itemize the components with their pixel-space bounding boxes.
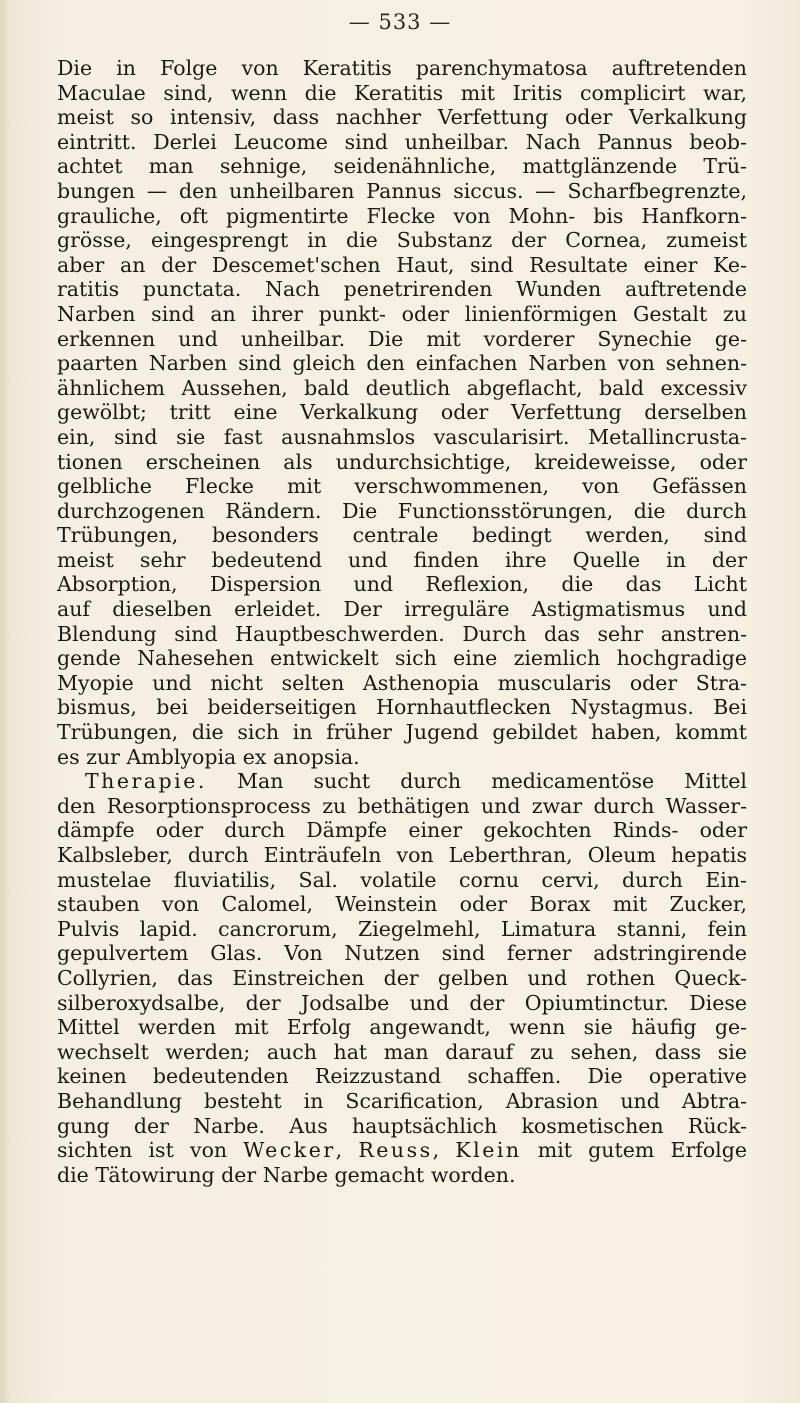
text-line: es zur Amblyopia ex anopsia. (57, 744, 360, 769)
text-fragment: , (335, 1138, 359, 1163)
text-line: paarten Narben sind gleich den einfachen Narben von sehnen- (57, 351, 747, 376)
text-line-authors (57, 1138, 747, 1163)
therapy-heading: Therapie. (85, 769, 207, 794)
text-line: gewölbt; tritt eine Verkalkung oder Verfettung derselben (57, 400, 747, 425)
text-fragment: sichten ist von (57, 1138, 244, 1163)
page-edge-shadow (0, 0, 10, 1403)
text-line: Myopie und nicht selten Asthenopia muscularis oder Stra- (57, 670, 747, 695)
text-line: Maculae sind, wenn die Keratitis mit Iritis complicirt war, (57, 80, 747, 105)
text-line: gepulvertem Glas. Von Nutzen sind ferner adstringirende (57, 941, 747, 966)
author-name-klein: Klein (455, 1138, 522, 1163)
text-line: mustelae fluviatilis, Sal. volatile cornu cervi, durch Ein- (57, 867, 747, 892)
text-line: gende Nahesehen entwickelt sich eine ziemlich hochgradige (57, 646, 747, 671)
text-line: den Resorptionsprocess zu bethätigen und zwar durch Wasser- (57, 793, 747, 818)
text-line: Die in Folge von Keratitis parenchymatosa auftretenden (57, 56, 747, 80)
text-line: tionen erscheinen als undurchsichtige, kreideweisse, oder (57, 449, 747, 474)
text-line: aber an der Descemet'schen Haut, sind Resultate einer Ke- (57, 252, 747, 277)
text-line: Narben sind an ihrer punkt- oder linienförmigen Gestalt zu (57, 301, 747, 326)
text-line: die Tätowirung der Narbe gemacht worden. (57, 1162, 516, 1187)
text-fragment: , (432, 1138, 456, 1163)
text-line: keinen bedeutenden Reizzustand schaffen. Die operative (57, 1064, 747, 1089)
text-line: Blendung sind Hauptbeschwerden. Durch das sehr anstren- (57, 621, 747, 646)
text-line: gung der Narbe. Aus hauptsächlich kosmetischen Rück- (57, 1113, 747, 1138)
text-line: ratitis punctata. Nach penetrirenden Wunden auftretende (57, 277, 747, 302)
page-number: — 533 — (348, 10, 452, 34)
text-line: Behandlung besteht in Scarification, Abrasion und Abtra- (57, 1088, 747, 1113)
author-name-wecker: Wecker (243, 1138, 336, 1163)
text-line: achtet man sehnige, seidenähnliche, mattglänzende Trü- (57, 154, 747, 179)
text-line: grösse, eingesprengt in die Substanz der Cornea, zumeist (57, 228, 747, 253)
text-line: Pulvis lapid. cancrorum, Ziegelmehl, Limatura stanni, fein (57, 916, 747, 941)
text-line: erkennen und unheilbar. Die mit vorderer Synechie ge- (57, 326, 747, 351)
text-line: auf dieselben erleidet. Der irreguläre Astigmatismus und (57, 597, 747, 622)
text-line: durchzogenen Rändern. Die Functionsstörungen, die durch (57, 498, 747, 523)
text-line: bungen — den unheilbaren Pannus siccus. — Scharfbegrenzte, (57, 178, 747, 203)
body-text (57, 56, 747, 1187)
text-line: bismus, bei beiderseitigen Hornhautflecken Nystagmus. Bei (57, 695, 747, 720)
text-fragment: mit gutem Erfolge (521, 1138, 747, 1163)
text-line: silberoxydsalbe, der Jodsalbe und der Opiumtinctur. Diese (57, 990, 747, 1015)
text-line: grauliche, oft pigmentirte Flecke von Mohn- bis Hanfkorn- (57, 203, 747, 228)
text-line: meist sehr bedeutend und finden ihre Quelle in der (57, 547, 747, 572)
text-line: ein, sind sie fast ausnahmslos vascularisirt. Metallincrusta- (57, 424, 747, 449)
text-line: Kalbsleber, durch Einträufeln von Leberthran, Oleum hepatis (57, 843, 747, 867)
text-line: Trübungen, besonders centrale bedingt werden, sind (57, 523, 747, 548)
text-line: eintritt. Derlei Leucome sind unheilbar. Nach Pannus beob- (57, 129, 747, 154)
therapy-paragraph-start (57, 769, 747, 794)
text-line: ähnlichem Aussehen, bald deutlich abgeflacht, bald excessiv (57, 375, 747, 400)
text-line: meist so intensiv, dass nachher Verfettung oder Verkalkung (57, 105, 747, 130)
text-line: Mittel werden mit Erfolg angewandt, wenn sie häufig ge- (57, 1015, 747, 1040)
therapy-first-line-rest: Man sucht durch medicamentöse Mittel (236, 769, 747, 794)
text-line: Absorption, Dispersion und Reflexion, die das Licht (57, 572, 747, 597)
text-line: Trübungen, die sich in früher Jugend gebildet haben, kommt (57, 720, 747, 745)
text-line: Collyrien, das Einstreichen der gelben und rothen Queck- (57, 965, 747, 990)
text-line: dämpfe oder durch Dämpfe einer gekochten Rinds- oder (57, 818, 747, 843)
text-line: stauben von Calomel, Weinstein oder Borax mit Zucker, (57, 892, 747, 917)
text-line: wechselt werden; auch hat man darauf zu sehen, dass sie (57, 1039, 747, 1064)
text-line: gelbliche Flecke mit verschwommenen, von Gefässen (57, 474, 747, 499)
author-name-reuss: Reuss (358, 1138, 433, 1163)
